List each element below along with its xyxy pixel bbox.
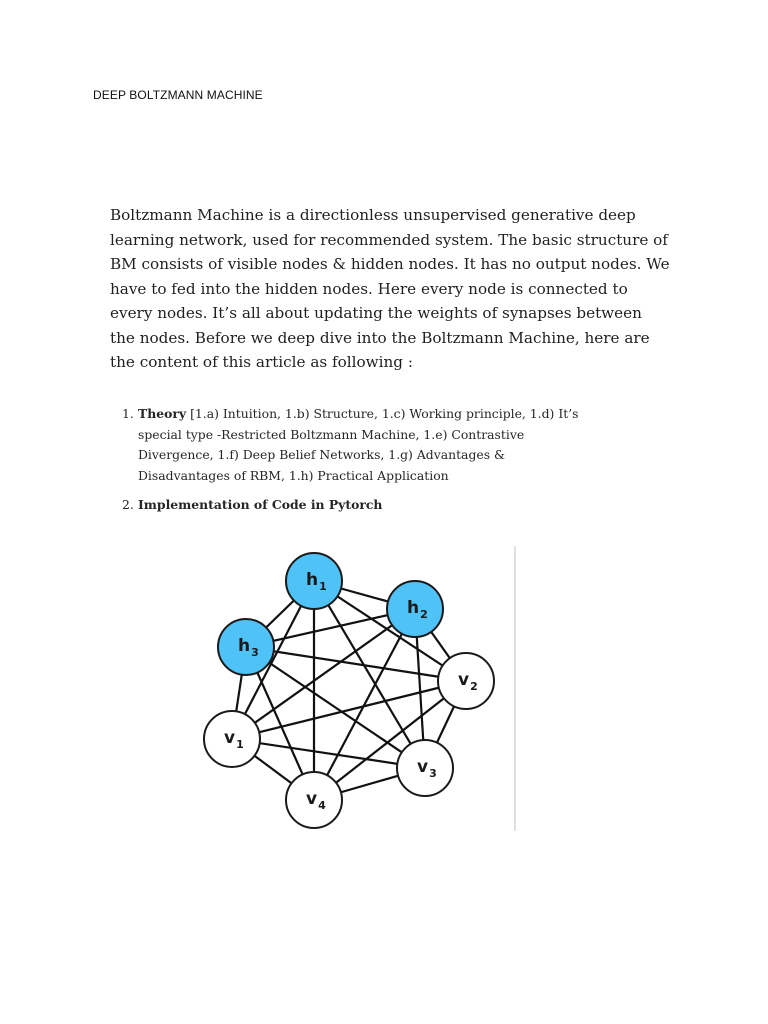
node-label-subscript: 1: [236, 738, 244, 751]
contents-item-detail: [1.a) Intuition, 1.b) Structure, 1.c) Working principle, 1.d) It’s special type -Restricted Boltzmann Machine, 1.e) Contrastive Divergence, 1.f) Deep Belief Networks, 1.g) Advantages & Disadvantages of RBM, 1.h) Practical Application: [138, 406, 579, 484]
contents-item-theory: [122, 404, 592, 487]
node-label: $v_3$: [417, 757, 437, 780]
node-label: $v_1$: [224, 728, 244, 751]
contents-item-title: Implementation of Code in Pytorch: [138, 496, 383, 512]
edge-v1-v3: [232, 739, 425, 768]
node-label: $h_2$: [407, 598, 428, 621]
boltzmann-network-diagram: [196, 546, 526, 836]
node-v2: [438, 653, 494, 709]
document-heading: DEEP BOLTZMANN MACHINE: [93, 88, 263, 102]
node-label: $v_4$: [306, 789, 326, 812]
node-label-subscript: 1: [319, 580, 327, 593]
node-label: $h_1$: [306, 570, 327, 593]
node-label-subscript: 4: [318, 799, 326, 812]
node-label-subscript: 3: [251, 646, 259, 659]
node-h2: [387, 581, 443, 637]
node-v3: [397, 740, 453, 796]
node-v1: [204, 711, 260, 767]
node-h3: [218, 619, 274, 675]
network-svg: [196, 546, 526, 836]
node-label: $h_3$: [238, 636, 259, 659]
contents-item-number: 2.: [122, 496, 134, 512]
network-nodes: [204, 553, 494, 828]
edge-v1-v2: [232, 681, 466, 739]
node-v4: [286, 772, 342, 828]
node-h1: [286, 553, 342, 609]
node-label-subscript: 3: [429, 767, 437, 780]
intro-paragraph: Boltzmann Machine is a directionless unsupervised generative deep learning network, used for recommended system. The basic structure of BM consists of visible nodes & hidden nodes. It has no output nodes. We have to fed into the hidden nodes. Here every node is connected to every nodes. It’s all about updating the weights of synapses between the nodes. Before we deep dive into the Boltzmann Machine, here are the content of this article as following :: [110, 206, 670, 371]
contents-item-number: 1.: [122, 406, 134, 421]
node-label: $v_2$: [458, 670, 478, 693]
node-label-subscript: 2: [420, 608, 428, 621]
contents-item-title: Theory: [138, 406, 187, 421]
node-label-subscript: 2: [470, 680, 478, 693]
contents-item-implementation: [122, 495, 592, 516]
contents-list: [122, 404, 592, 516]
